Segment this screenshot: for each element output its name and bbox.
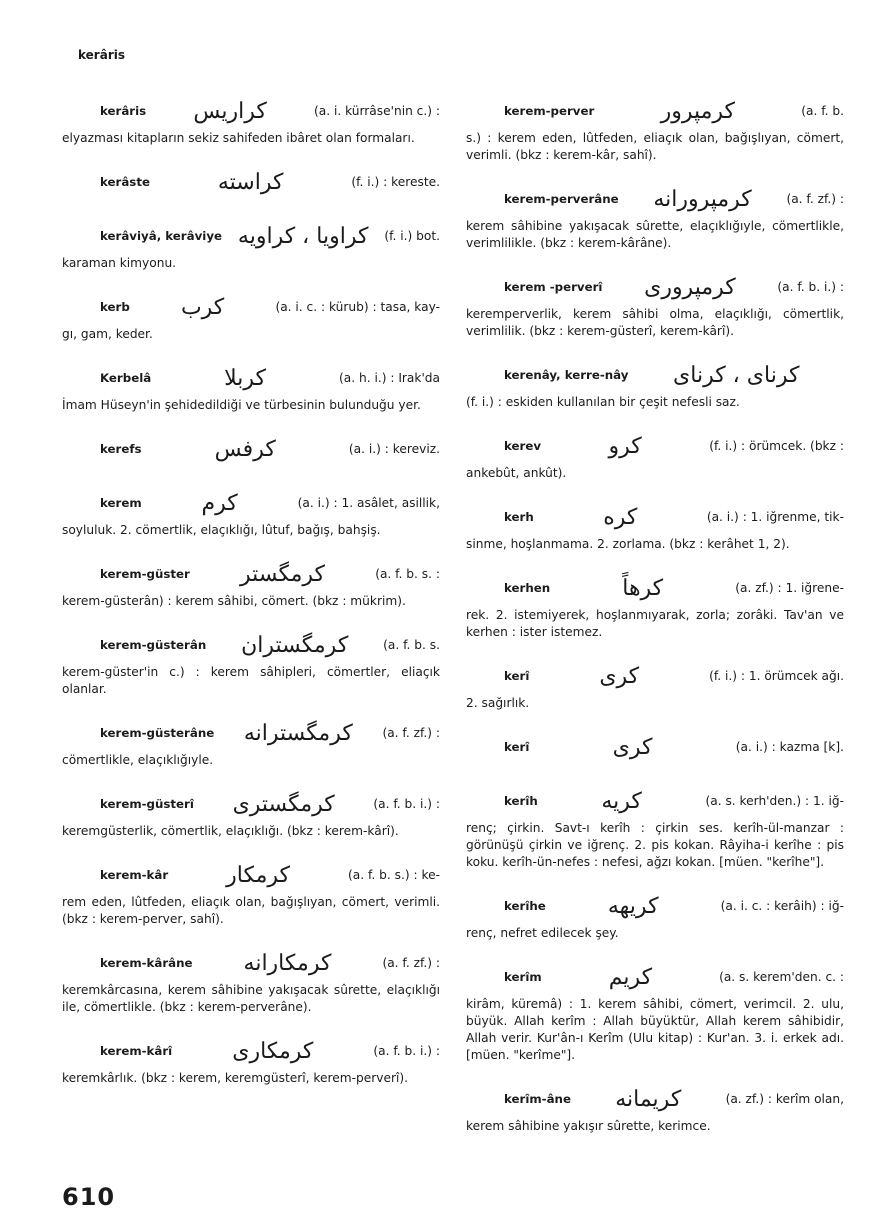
entry-headline [62,430,440,468]
headword: kerem-kâr [100,867,169,882]
entry-headline [466,1080,844,1118]
grammar-info: (a. f. b. [801,103,844,118]
dictionary-entry [466,1080,844,1135]
dictionary-entry [466,268,844,340]
definition: keremkârcasına, kerem sâhibine yakışacak sûrette, elaçıklığı ile, cömertlikle. (bkz : kerem-perverâne). [62,983,440,1014]
headword: kerem-güsterâne [100,725,215,740]
headword: kerem-güsterî [100,796,194,811]
grammar-info: (f. i.) : kereste. [351,174,440,189]
entry-headline [466,958,844,996]
dictionary-entry [62,944,440,1016]
arabic-script: كرمكار [226,862,291,888]
dictionary-entry [466,427,844,482]
arabic-script: كره [603,504,638,530]
headword: kerem -perverî [504,279,603,294]
definition: soyluluk. 2. cömertlik, elaçıklığı, lûtuf, bağış, bahşiş. [62,523,381,537]
definition: 2. sağırlık. [466,696,530,710]
entry-headline [62,217,440,255]
dictionary-entry [62,288,440,343]
definition: kerem-güsterân) : kerem sâhibi, cömert. (bkz : mükrim). [62,594,406,608]
headword: kerîhe [504,898,546,913]
definition: İmam Hüseyn'in şehidedildiği ve türbesinin bulunduğu yer. [62,398,421,412]
entry-headline [62,626,440,664]
definition: kerem sâhibine yakışacak sûrette, elaçıklığıyle, cömertlikle, verimlilikle. (bkz : kerem-kârâne). [466,219,844,250]
arabic-script: كرى [612,734,653,760]
entry-headline [466,427,844,465]
entry-headline [466,268,844,306]
arabic-script: كرناى ، كرناى [673,362,800,388]
page-number: 610 [62,1183,116,1211]
grammar-info: (f. i.) bot. [384,228,440,243]
headword: kerî [504,668,530,683]
definition: rek. 2. istemiyerek, hoşlanmıyarak, zorla; zorâki. Tav'an ve kerhen : ister istemez. [466,608,844,639]
entry-headline [62,484,440,522]
arabic-script: كراويا ، كراويه [237,223,369,249]
definition: keremgüsterlik, cömertlik, elaçıklığı. (bkz : kerem-kârî). [62,824,399,838]
definition: elyazması kitapların sekiz sahifeden ibâret olan formaları. [62,131,415,145]
definition: sinme, hoşlanmama. 2. zorlama. (bkz : kerâhet 1, 2). [466,537,790,551]
entry-headline [62,1032,440,1070]
dictionary-entry [62,555,440,610]
arabic-script: كربلا [224,365,267,391]
arabic-script: كريم [608,964,653,990]
entry-headline [466,92,844,130]
entry-headline [466,569,844,607]
grammar-info: (a. f. b. i.) : [373,796,440,811]
arabic-script: كرب [180,294,225,320]
arabic-script: كرم [201,490,238,516]
headword: kerî [504,739,530,754]
grammar-info: (a. f. b. s. [383,637,440,652]
grammar-info: (a. i. kürrâse'nin c.) : [313,103,440,118]
definition: keremperverlik, kerem sâhibi olma, elaçıklığı, cömertlik, verimlilik. (bkz : kerem-güsterî, kerem-kârî). [466,307,844,338]
dictionary-entry [466,92,844,164]
grammar-info: (a. f. b. i.) : [373,1043,440,1058]
grammar-info: (f. i.) : örümcek. (bkz : [709,438,844,453]
dictionary-entry [62,217,440,272]
entry-headline [62,288,440,326]
headword: kerem-güster [100,566,190,581]
arabic-script: كراريس [193,98,267,124]
definition: gı, gam, keder. [62,327,153,341]
entry-headline [466,887,844,925]
grammar-info: (a. i.) : kereviz. [348,441,440,456]
entry-headline [466,180,844,218]
definition: cömertlikle, elaçıklığıyle. [62,753,214,767]
grammar-info: (f. i.) : 1. örümcek ağı. [709,668,844,683]
definition: rem eden, lûtfeden, eliaçık olan, bağışlıyan, cömert, verimli. (bkz : kerem-perver, sahî). [62,895,440,926]
right-column [466,92,844,1151]
arabic-script: كريمانه [615,1086,682,1112]
arabic-script: كرفس [214,436,276,462]
arabic-script: كرمگستران [241,632,349,658]
grammar-info: (a. s. kerem'den. c. : [719,969,844,984]
dictionary-entry [62,714,440,769]
grammar-info: (a. zf.) : kerîm olan, [725,1091,844,1106]
arabic-script: كرمپرورى [644,274,736,300]
dictionary-entry [62,785,440,840]
dictionary-entry [466,498,844,553]
dictionary-entry [62,92,440,147]
entry-headline [466,498,844,536]
arabic-script: كرمگستر [240,561,325,587]
definition: kirâm, küremâ) : 1. kerem sâhibi, cömert, verimcil. 2. ulu, büyük. Allah kerîm : Allah büyüktür, Allah kerem sâhibidir, Allah verir. Kur'ân-ı Kerîm (Ulu kitap) : Kur'an. 3. i. erkek adı. [müen. "kerîme"]. [466,997,844,1062]
grammar-info: (a. f. zf.) : [786,191,844,206]
headword: kerh [504,509,534,524]
headword: kerem-perverâne [504,191,619,206]
grammar-info: (a. i.) : 1. asâlet, asillik, [297,495,440,510]
entry-headline [62,92,440,130]
entry-headline [62,359,440,397]
definition: s.) : kerem eden, lûtfeden, eliaçık olan, bağışlıyan, cömert, verimli. (bkz : kerem-kâr, sahî). [466,131,844,162]
arabic-script: كرمگسترانه [243,720,353,746]
arabic-script: كرمكارانه [243,950,332,976]
arabic-script: كرمپرورانه [653,186,752,212]
headword: kerhen [504,580,551,595]
dictionary-entry [466,887,844,942]
entry-headline [466,782,844,820]
dictionary-entry [466,180,844,252]
arabic-script: كراسته [217,169,284,195]
entry-headline [62,163,440,201]
arabic-script: كرمگسترى [232,791,335,817]
grammar-info: (a. f. b. s.) : ke- [348,867,440,882]
definition: kerem sâhibine yakışır sûrette, kerimce. [466,1119,711,1133]
headword: kerîm-âne [504,1091,571,1106]
grammar-info: (a. zf.) : 1. iğrene- [735,580,844,595]
dictionary-entry [466,356,844,411]
grammar-info: (a. i. c. : kerâih) : iğ- [720,898,844,913]
grammar-info: (a. h. i.) : Irak'da [339,370,440,385]
dictionary-entry [62,1032,440,1087]
headword: kerenây, kerre-nây [504,367,629,382]
headword: kerev [504,438,542,453]
headword: kerem-perver [504,103,595,118]
headword: kerefs [100,441,142,456]
dictionary-entry [62,163,440,201]
definition: renç, nefret edilecek şey. [466,926,619,940]
arabic-script: كرى [599,663,640,689]
arabic-script: كرو [608,433,642,459]
entry-headline [466,356,844,394]
definition: ankebût, ankût). [466,466,567,480]
dictionary-entry [466,782,844,871]
dictionary-entry [62,359,440,414]
dictionary-entry [466,657,844,712]
headword: kerem [100,495,142,510]
grammar-info: (a. f. zf.) : [382,725,440,740]
entry-headline [62,785,440,823]
arabic-script: كرمپرور [660,98,735,124]
left-column [62,92,440,1103]
headword: kerîh [504,793,538,808]
dictionary-entry [62,626,440,698]
entry-headline [466,728,844,766]
definition: kerem-güster'in c.) : kerem sâhipleri, cömertler, eliaçık olanlar. [62,665,440,696]
grammar-info: (a. i.) : 1. iğrenme, tik- [706,509,844,524]
arabic-script: كريه [601,788,642,814]
dictionary-entry [62,856,440,928]
grammar-info: (a. f. b. s. : [375,566,440,581]
arabic-script: كريهه [607,893,659,919]
entry-headline [62,555,440,593]
grammar-info: (a. i.) : kazma [k]. [735,739,844,754]
running-head: kerâris [78,48,125,62]
headword: kerâste [100,174,150,189]
dictionary-entry [62,484,440,539]
entry-headline [62,944,440,982]
headword: kerb [100,299,130,314]
definition: keremkârlık. (bkz : kerem, keremgüsterî, kerem-perverî). [62,1071,408,1085]
headword: kerîm [504,969,542,984]
grammar-info: (a. s. kerh'den.) : 1. iğ- [705,793,844,808]
dictionary-entry [466,569,844,641]
entry-headline [62,714,440,752]
headword: kerâris [100,103,147,118]
dictionary-entry [466,728,844,766]
headword: Kerbelâ [100,370,152,385]
dictionary-entry [466,958,844,1064]
arabic-script: كرهاً [622,575,664,601]
headword: kerem-kârâne [100,955,193,970]
entry-headline [62,856,440,894]
entry-headline [466,657,844,695]
headword: kerâviyâ, kerâviye [100,228,223,243]
definition: renç; çirkin. Savt-ı kerîh : çirkin ses. kerîh-ül-manzar : görünüşü çirkin ve iğrenç. 2. pis kokan. Râyiha-i kerîhe : pis koku. kerîh-ün-nefes : nefesi, ağzı kokan. [müen. "kerîhe"]. [466,821,844,869]
grammar-info: (a. i. c. : kürub) : tasa, kay- [275,299,440,314]
grammar-info: (a. f. b. i.) : [777,279,844,294]
definition: (f. i.) : eskiden kullanılan bir çeşit nefesli saz. [466,395,740,409]
arabic-script: كرمكارى [232,1038,314,1064]
definition: karaman kimyonu. [62,256,177,270]
headword: kerem-güsterân [100,637,207,652]
grammar-info: (a. f. zf.) : [382,955,440,970]
headword: kerem-kârî [100,1043,173,1058]
dictionary-entry [62,430,440,468]
